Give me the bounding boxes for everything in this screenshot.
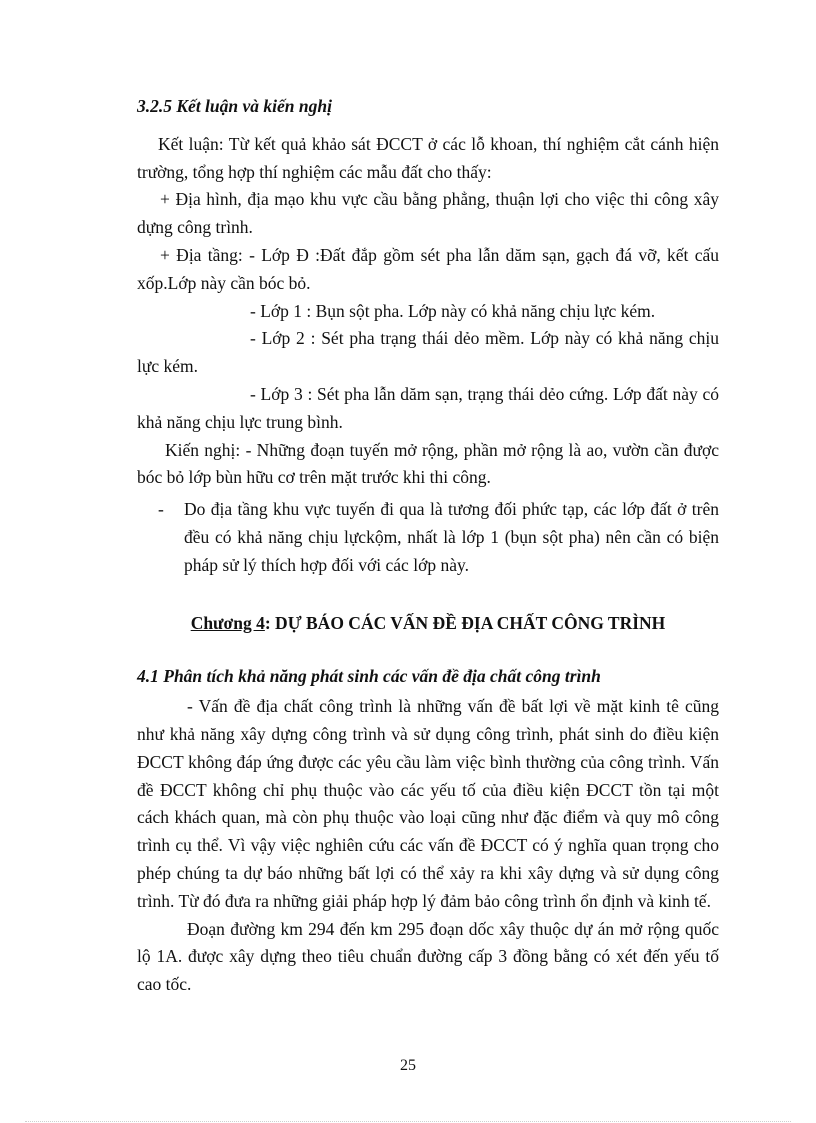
layer-3-item: - Lớp 3 : Sét pha lẫn dăm sạn, trạng thái dẻo cứng. Lớp đất này có khả năng chịu lực trung bình.: [137, 383, 719, 432]
page-number: 25: [400, 1057, 416, 1074]
page-content: [137, 93, 719, 999]
recommendation-dash-item: [137, 496, 719, 579]
chapter-4-heading: [137, 610, 719, 638]
terrain-paragraph: + Địa hình, địa mạo khu vực cầu bằng phẳng, thuận lợi cho việc thi công xây dựng công trình.: [137, 189, 719, 238]
conclusion-intro: Kết luận: Từ kết quả khảo sát ĐCCT ở các lỗ khoan, thí nghiệm cắt cánh hiện trường, tổng hợp thí nghiệm các mẫu đất cho thấy:: [137, 133, 719, 182]
section-heading-4-1: 4.1 Phân tích khả năng phát sinh các vấn đề địa chất công trình: [137, 666, 601, 687]
section-4-1-paragraph-2: Đoạn đường km 294 đến km 295 đoạn dốc xây thuộc dự án mở rộng quốc lộ 1A. được xây dựng theo tiêu chuẩn đường cấp 3 đồng bằng có xét đến yếu tố cao tốc.: [137, 918, 719, 995]
recommendation-paragraph: Kiến nghị: - Những đoạn tuyến mở rộng, phần mở rộng là ao, vườn cần được bóc bỏ lớp bùn hữu cơ trên mặt trước khi thi công.: [137, 439, 719, 488]
layer-2-item: - Lớp 2 : Sét pha trạng thái dẻo mềm. Lớp này có khả năng chịu lực kém.: [137, 328, 719, 377]
layer-1-item: - Lớp 1 : Bụn sột pha. Lớp này có khả năng chịu lực kém.: [250, 300, 656, 321]
section-heading-3-2-5: 3.2.5 Kết luận và kiến nghị: [137, 96, 332, 116]
strata-paragraph: + Địa tầng: - Lớp Đ :Đất đắp gồm sét pha lẫn dăm sạn, gạch đá vỡ, kết cấu xốp.Lớp này cần bóc bỏ.: [137, 244, 719, 293]
list-dash: -: [158, 499, 164, 520]
footer-divider: [25, 1121, 791, 1122]
recommendation-dash-text: Do địa tầng khu vực tuyến đi qua là tương đối phức tạp, các lớp đất ở trên đều có khả năng chịu lựckộm, nhất là lớp 1 (bụn sột pha) nên cần có biện pháp sử lý thích hợp đối với các lớp này.: [184, 499, 719, 575]
chapter-title: : DỰ BÁO CÁC VẤN ĐỀ ĐỊA CHẤT CÔNG TRÌNH: [264, 612, 666, 633]
section-4-1-paragraph-1: - Vấn đề địa chất công trình là những vấn đề bất lợi về mặt kinh tê cũng như khả năng xây dựng công trình và sử dụng công trình, phát sinh do điều kiện ĐCCT không đáp ứng được các yêu cầu làm việc bình thường của công trình. Vấn đề ĐCCT không chỉ phụ thuộc vào các yếu tố của điều kiện ĐCCT tồn tại một cách khách quan, mà còn phụ thuộc vào loại cũng như đặc điểm và quy mô công trình cụ thể. Vì vậy việc nghiên cứu các vấn đề ĐCCT có ý nghĩa quan trọng cho phép chúng ta dự báo những bất lợi có thể xảy ra khi xây dựng và sử dụng công trình. Từ đó đưa ra những giải pháp hợp lý đảm bảo công trình ổn định và kinh tế.: [137, 696, 719, 911]
chapter-label: Chương 4: [190, 612, 265, 633]
